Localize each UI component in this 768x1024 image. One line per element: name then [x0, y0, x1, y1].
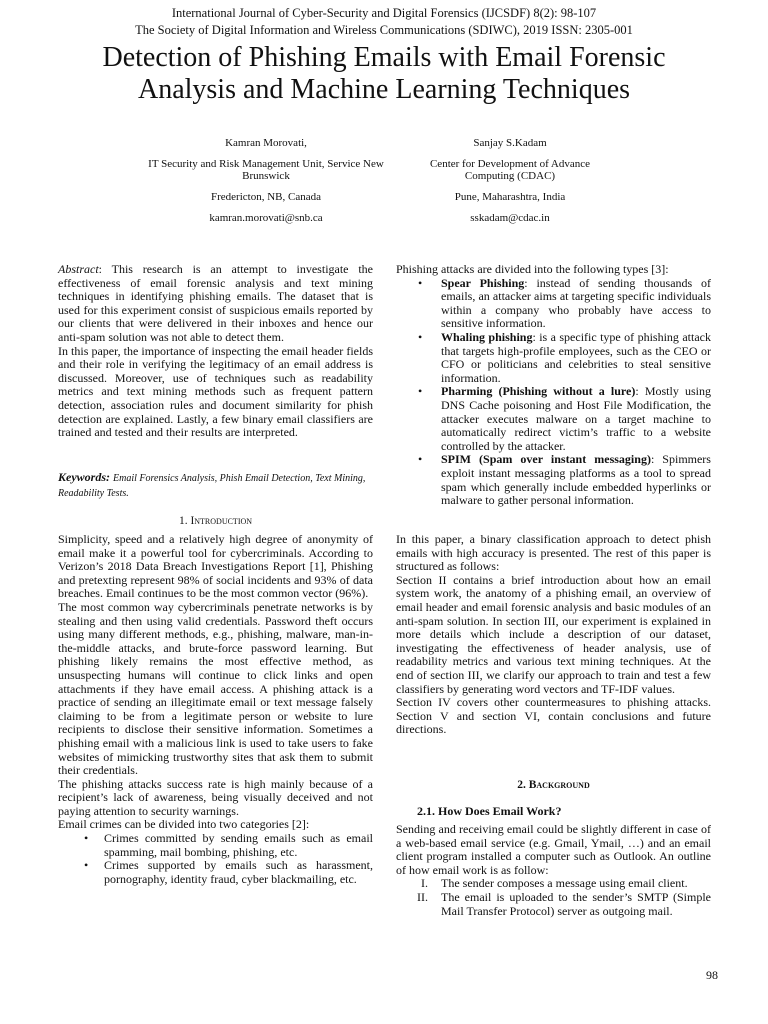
- type-term: SPIM (Spam over instant messaging): [441, 452, 651, 467]
- type-desc: : Mostly using DNS Cache poisoning and Host File Modification, the attacker executes malware on a target machine to automatically redirect victim’s traffic to a website controlled by the attacker.: [441, 384, 711, 453]
- keywords-label: Keywords:: [58, 470, 110, 484]
- list-number: II.: [417, 889, 428, 904]
- section-number: 2.: [517, 779, 529, 791]
- keywords-value: Email Forensics Analysis, Phish Email Detection, Text Mining, Readability Tests.: [58, 473, 366, 499]
- list-item-text: The sender composes a message using email client.: [441, 876, 688, 891]
- intro-paragraph-1: Simplicity, speed and a relatively high degree of anonymity of email make it a powerful tool for cybercriminals. According to Verizon’s 2018 Data Breach Investigations Report [1], Phishing and pretexting represent 98% of social incidents and 93% of data breaches. Email continues to be the most common vector (96%).: [58, 532, 373, 601]
- abstract-paragraph-2: In this paper, the importance of inspecting the email header fields and their role in verifying the legitimacy of an email address is discussed. Moreover, use of techniques such as readability metrics and text mining methods such as frequent pattern detection, association rules and document similarity for phish detection are explained. Lastly, a few binary email classifiers are trained and tested and their results are interpreted.: [58, 343, 373, 440]
- bullet-icon: •: [84, 858, 89, 873]
- list-item: [396, 385, 711, 453]
- section-title: Background: [528, 779, 590, 791]
- author-location: Fredericton, NB, Canada: [211, 191, 321, 203]
- list-item-text: Crimes supported by emails such as harassment, pornography, identity fraud, cyber blackmailing, etc.: [104, 858, 373, 886]
- abstract-label: Abstract: [58, 262, 99, 276]
- intro-paragraph-2: The most common way cybercriminals penetrate networks is by stealing and then using valid credentials. Password theft occurs using many different methods, e.g., phishing, malware, man-in-the-middle attacks, and brute-force password learning. But phishing likely remains the most effective method, as unsuspecting humans will continue to click links and open attachments if they have email access. A phishing attack is a practice of sending an illegitimate email or text message falsely claiming to be from a legitimate person or website to lure recipients to disclose their sensitive information. Sometimes a phishing email with a malicious link is used to take users to fake websites of mimicking trustworthy sites that ask them to submit their credentials.: [58, 599, 373, 778]
- list-item-text: The email is uploaded to the sender’s SMTP (Simple Mail Transfer Protocol) server as outgoing mail.: [441, 889, 711, 918]
- list-item: [396, 331, 711, 385]
- section-title: Introduction: [190, 515, 253, 527]
- bullet-icon: •: [418, 452, 423, 467]
- bullet-icon: •: [84, 831, 89, 846]
- author-affiliation: IT Security and Risk Management Unit, Service New Brunswick: [148, 158, 384, 182]
- author-email: sskadam@cdac.in: [470, 212, 550, 224]
- author-location: Pune, Maharashtra, India: [454, 191, 566, 203]
- list-item: [396, 453, 711, 507]
- list-item: [396, 891, 711, 918]
- intro-paragraph-4: Email crimes can be divided into two categories [2]:: [58, 817, 310, 832]
- structure-paragraph-1: In this paper, a binary classification approach to detect phish emails with high accuracy is presented. The rest of this paper is structured as follows:: [396, 532, 711, 574]
- author-affiliation: Center for Development of Advance Computing (CDAC): [429, 158, 591, 182]
- abstract-paragraph-1: [58, 263, 373, 345]
- background-body: [396, 823, 711, 918]
- list-item: [58, 859, 373, 886]
- type-desc: : instead of sending thousands of emails, an attacker aims at targeting specific individuals within a company who probably have access to sensitive information.: [441, 275, 711, 331]
- list-item-text: Crimes committed by sending emails such as email spamming, mail bombing, phishing, etc.: [104, 831, 373, 859]
- list-item: [396, 877, 711, 891]
- type-term: Spear Phishing: [441, 275, 525, 290]
- list-number: I.: [421, 876, 428, 891]
- author-block-1: [146, 137, 386, 224]
- bullet-icon: •: [418, 275, 423, 290]
- paper-title-line1: Detection of Phishing Emails with Email Forensic: [102, 42, 666, 73]
- intro-paragraph-3: The phishing attacks success rate is high mainly because of a recipient’s lack of awareness, being visually deceived and not paying attention to security warnings.: [58, 776, 373, 818]
- bullet-icon: •: [418, 329, 423, 344]
- types-intro: Phishing attacks are divided into the following types [3]:: [396, 262, 669, 276]
- list-item: [396, 277, 711, 331]
- author-name: Kamran Morovati,: [225, 137, 307, 149]
- subsection-heading: 2.1. How Does Email Work?: [417, 804, 562, 818]
- type-term: Pharming (Phishing without a lure): [441, 384, 636, 399]
- journal-header-line2: The Society of Digital Information and Wireless Communications (SDIWC), 2019 ISSN: 2305-001: [135, 23, 633, 37]
- bullet-icon: •: [418, 384, 423, 399]
- phishing-types: [396, 263, 711, 508]
- author-email: kamran.morovati@snb.ca: [209, 212, 323, 224]
- introduction-body: [58, 533, 373, 886]
- abstract-text-1: : This research is an attempt to investigate the effectiveness of email forensic analysis and text mining techniques in identifying phishing emails. The dataset that is used for this experiment consist of suspicious emails reported by our clients that were delivered in their inboxes and hence our anti-spam solution was not able to detect them.: [58, 262, 373, 344]
- abstract: [58, 263, 373, 440]
- page-number: 98: [706, 968, 718, 982]
- author-name: Sanjay S.Kadam: [473, 137, 547, 149]
- section-heading-background: [396, 779, 711, 791]
- section-number: 1.: [178, 515, 191, 527]
- paper-title-line2: Analysis and Machine Learning Techniques: [137, 74, 631, 105]
- section-heading-introduction: [58, 515, 373, 527]
- keywords: [58, 471, 373, 500]
- structure-paragraph-2: Section II contains a brief introduction about how an email system work, the anatomy of a phishing email, an overview of email header and email forensic analysis and basic modules of an anti-spam solution. In section III, our experiment is explained in more details which include a description of our dataset, investigating the effectiveness of header analysis, use of readability metrics and various text mining techniques. At the end of section III, we clarify our approach to train and test a few classifiers by generating word vectors and TF-IDF values.: [396, 572, 711, 696]
- type-desc: : Spimmers exploit instant messaging platforms as a tool to spread spam which generally include embedded hyperlinks or malware to gather personal information.: [441, 452, 711, 508]
- author-block-2: [405, 137, 615, 224]
- journal-header-line1: International Journal of Cyber-Security and Digital Forensics (IJCSDF) 8(2): 98-107: [171, 6, 597, 20]
- background-paragraph-1: Sending and receiving email could be slightly different in case of a web-based email service (e.g. Gmail, Ymail, …) and an email client program installed a computer such as Outlook. An outline of how email work is as follow:: [396, 822, 711, 877]
- paper-title: [0, 42, 768, 106]
- paper-structure: [396, 533, 711, 737]
- type-desc: : is a specific type of phishing attack that targets high-profile employees, such as the CEO or CFO or politicians and celebrities to steal sensitive information.: [441, 329, 711, 385]
- list-item: [58, 832, 373, 859]
- type-term: Whaling phishing: [441, 329, 533, 344]
- structure-paragraph-3: Section IV covers other countermeasures to phishing attacks. Section V and section VI, contain conclusions and future directions.: [396, 695, 711, 737]
